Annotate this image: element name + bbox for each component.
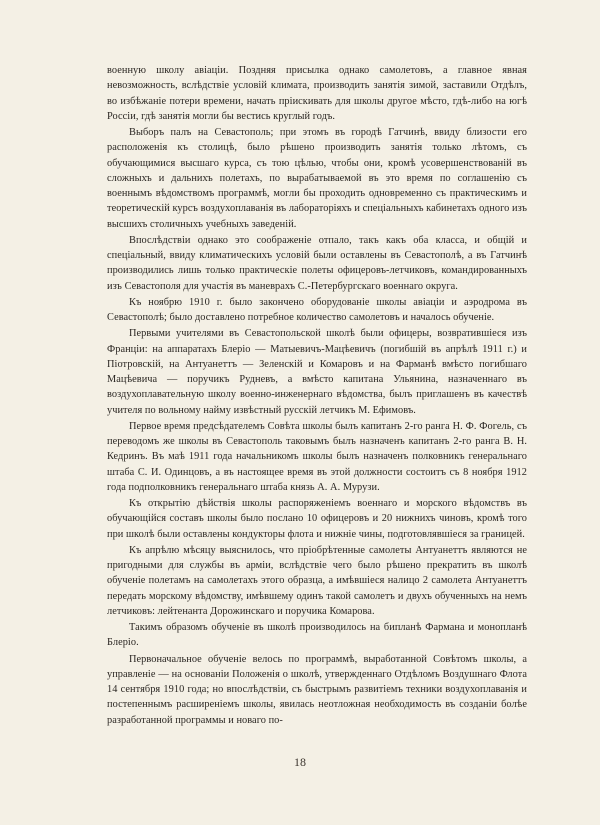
paragraph-4: Къ ноябрю 1910 г. было закончено оборудованіе школы авіаціи и аэродрома въ Севастополѣ; было доставлено потребное количество самолетовъ и началось обученіе. — [107, 296, 527, 323]
paragraph-10: Первоначальное обученіе велось по программѣ, выработанной Совѣтомъ школы, а управленіе — на основаніи Положенія о школѣ, утвержденнаго Отдѣломъ Воздушнаго Флота 14 сентября 1910 года; но впослѣдствіи, съ быстрымъ развитіемъ техники воздухоплаванія и постепеннымъ расширеніемъ школы, явилась неотложная необходимость въ созданіи болѣе разработанной программы и новаго по- — [107, 653, 527, 726]
paragraph-9: Такимъ образомъ обученіе въ школѣ производилось на бипланѣ Фармана и монопланѣ Блеріо. — [107, 622, 527, 649]
paragraph-7: Къ открытію дѣйствія школы распоряженіемъ военнаго и морского вѣдомствъ въ обучающійся составъ школы было послано 10 офицеровъ и 20 нижнихъ чиновъ, кромѣ того при школѣ были оставлены кондукторы флота и нижніе чины, подготовлявшіеся за границей. — [107, 498, 527, 540]
paragraph-6: Первое время предсѣдателемъ Совѣта школы былъ капитанъ 2-го ранга Н. Ф. Фогель, съ переводомъ же школы въ Севастополь таковымъ былъ назначенъ капитанъ 2-го ранга В. Н. Кедринъ. Въ маѣ 1911 года начальникомъ школы былъ назначенъ полковникъ генеральнаго штаба С. И. Одинцовъ, а въ настоящее время въ этой должности состоитъ съ 8 ноября 1912 года подполковникъ генеральнаго штаба князь А. А. Мурузи. — [107, 420, 527, 493]
paragraph-5: Первыми учителями въ Севастопольской школѣ были офицеры, возвратившіеся изъ Франціи: на аппаратахъ Блеріо — Матыевичъ-Мацѣевичъ (погибшій въ апрѣлѣ 1911 г.) и Піотровскій, на Антуанеттъ — Зеленскій и Комаровъ и на Фарманѣ вмѣсто погибшаго Мацѣевича — поручикъ Рудневъ, а вмѣсто капитана Ульянина, назначеннаго въ воздухоплавательную школу военно-инженернаго вѣдомства, былъ приглашенъ въ качествѣ учителя по вольному найму извѣстный русскій летчикъ М. Ефимовъ. — [107, 328, 527, 416]
paragraph-3: Впослѣдствіи однако это соображеніе отпало, такъ какъ оба класса, и общій и спеціальный, ввиду климатическихъ условій были оставлены въ Севастополѣ, а въ Гатчинѣ производились лишь только практическіе полеты офицеровъ-летчиковъ, командированныхъ изъ Севастополя для участія въ маневрахъ С.-Петербургскаго военнаго округа. — [107, 234, 527, 292]
page-number: 18 — [294, 755, 306, 769]
paragraph-2: Выборъ палъ на Севастополь; при этомъ въ городѣ Гатчинѣ, ввиду близости его расположенія къ столицѣ, было рѣшено производить занятія только лѣтомъ, съ обучающимися высшаго курса, съ тою цѣлью, чтобы они, кромѣ усовершенствованій въ сложныхъ и дальнихъ полетахъ, по вырабатываемой въ это время по соглашенію съ военнымъ вѣдомствомъ программѣ, могли бы проходить одновременно съ практическимъ и теоретическій курсъ воздухоплаванія въ лабораторіяхъ и спеціальныхъ кабинетахъ одного изъ высшихъ столичныхъ учебныхъ заведеній. — [107, 127, 527, 230]
paragraph-8: Къ апрѣлю мѣсяцу выяснилось, что пріобрѣтенные самолеты Антуанеттъ являются не пригодными для службы въ арміи, вслѣдствіе чего было рѣшено прекратить въ школѣ обученіе полетамъ на самолетахъ этого образца, а имѣвшіеся налицо 2 самолета Антуанеттъ передать морскому вѣдомству, имѣвшему одинъ такой самолетъ и двухъ обученныхъ на немъ летчиковъ: лейтенанта Дорожинскаго и поручика Комарова. — [107, 544, 527, 617]
body-text — [107, 63, 527, 729]
paragraph-1: военную школу авіаціи. Поздняя присылка однако самолетовъ, а главное явная невозможность, вслѣдствіе условій климата, производить занятія зимой, заставили Отдѣлъ, во избѣжаніе потери времени, начать пріискивать для школы другое мѣсто, гдѣ-либо на югѣ Россіи, гдѣ занятія могли бы вестись круглый годъ. — [107, 65, 527, 122]
